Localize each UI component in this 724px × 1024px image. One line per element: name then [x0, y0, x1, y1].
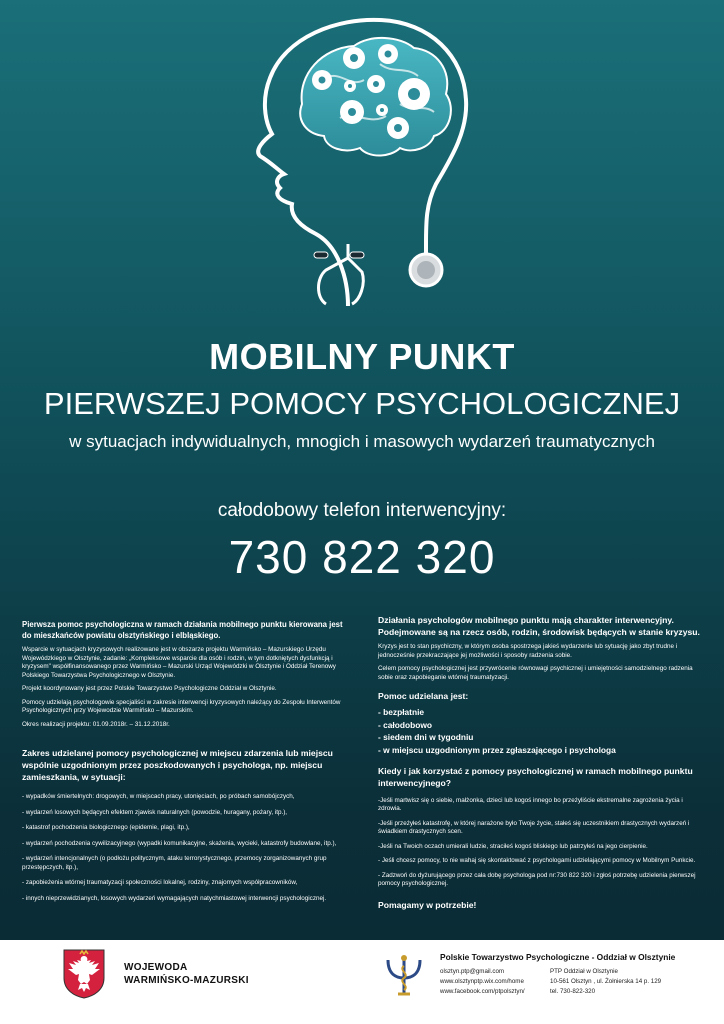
list-item: - całodobowo [378, 719, 432, 730]
when-list [378, 797, 700, 889]
ptp-website[interactable]: www.olsztynptp.wix.com/home [440, 978, 524, 985]
left-column [22, 620, 352, 910]
right-column [378, 614, 700, 916]
poster-description: w sytuacjach indywidualnych, mnogich i masowych wydarzeń traumatycznych [69, 432, 655, 451]
ptp-phone[interactable]: tel. 730-822-320 [550, 988, 596, 995]
list-item: - wydarzeń losowych będących efektem zjawisk naturalnych (powodzie, huragany, pożary, itp.), [22, 808, 288, 816]
list-item: - katastrof pochodzenia biologicznego (epidemie, plagi, itp.), [22, 824, 190, 832]
left-project: Wsparcie w sytuacjach kryzysowych realizowane jest w obszarze projektu Warmińsko – Mazurskiego Urzędu Wojewódzkiego w Olsztynie, zadanie: „Kompleksowe wsparcie dla osób i rodzin, w tym dotkniętych dysfunkcją i kryzysem" współfinansowanego przez Warmińsko – Mazurski Urząd Wojewódzki w Olsztynie i Oddział Terenowy Polskiego Towarzystwa Psychologicznego w Olsztynie. [22, 646, 336, 679]
voivode-line1: WOJEWODA [124, 962, 188, 973]
help-heading: Pomoc udzielana jest: [378, 691, 469, 702]
list-item: - innych nieprzewidzianych, losowych wydarzeń wymagających natychmiastowej interwencji psychologicznej. [22, 894, 327, 902]
ptp-facebook[interactable]: www.facebook.com/ptpolsztyn/ [440, 988, 525, 995]
list-item: - bezpłatnie [378, 707, 425, 718]
ptp-title: Polskie Towarzystwo Psychologiczne - Oddział w Olsztynie [440, 952, 676, 962]
when-heading: Kiedy i jak korzystać z pomocy psychologicznej w ramach mobilnego punktu interwencyjnego? [378, 765, 693, 788]
hotline-label: całodobowy telefon interwencyjny: [217, 500, 507, 521]
poster-subtitle: PIERWSZEJ POMOCY PSYCHOLOGICZNEJ [43, 386, 681, 421]
right-goal: Celem pomocy psychologicznej jest przywrócenie równowagi psychicznej i umiejętności samodzielnego radzenia sobie oraz zapobieganie wtórnej traumatyzacji. [378, 665, 693, 681]
list-item: -Jeśli przeżyłeś katastrofę, w której narażone było Twoje życie, stałeś się uczestnikiem drastycznych wydarzeń i świadkiem drastycznych scen. [378, 819, 690, 836]
list-item: - zapobieżenia wtórnej traumatyzacji społeczności lokalnej, rodziny, znajomych współpracowników, [22, 879, 298, 887]
hotline-number[interactable]: 730 822 320 [228, 531, 496, 583]
ptp-address: 10-561 Olsztyn , ul. Żołnierska 14 p. 129 [550, 978, 662, 985]
list-item: -Jeśli martwisz się o siebie, małżonka, dzieci lub kogoś innego bo przeżyliście ekstremalne zagrożenia życia i zdrowia. [378, 796, 683, 813]
scope-heading: Zakres udzielanej pomocy psychologicznej w miejscu zdarzenia lub miejscu wspólnie uzgodnionym przez poszkodowanych i psychologa, np. miejscu zamieszkania, w sytuacji: [22, 748, 333, 783]
left-coordinator: Projekt koordynowany jest przez Polskie Towarzystwo Psychologiczne Oddział w Olsztynie. [22, 685, 277, 693]
ptp-office-name: PTP Oddział w Olsztynie [550, 968, 618, 975]
poster-title: MOBILNY PUNKT [209, 336, 515, 377]
left-period: Okres realizacji projektu: 01.09.2018r. – 31.12.2018r. [22, 720, 170, 728]
ptp-email[interactable]: olsztyn.ptp@gmail.com [440, 968, 505, 975]
polish-eagle-emblem-icon [62, 948, 106, 1000]
right-intro: Działania psychologów mobilnego punktu mają charakter interwencyjny. Podejmowane są na rzecz osób, rodzin, środowisk będących w stanie kryzysu. [378, 615, 700, 638]
psi-caduceus-logo-icon [384, 952, 424, 998]
list-item: -Jeśli na Twoich oczach umierali ludzie, straciłeś kogoś bliskiego lub patrzyłeś na jego cierpienie. [378, 842, 648, 850]
list-item: - w miejscu uzgodnionym przez zgłaszającego i psychologa [378, 744, 616, 755]
left-specialists: Pomocy udzielają psychologowie specjaliści w zakresie interwencji kryzysowych należący do Zespołu Interwentów Psychologicznych przy Wojewodzie Warmińsko – Mazurskim. [22, 698, 341, 715]
list-item: - wypadków śmiertelnych: drogowych, w miejscach pracy, utonięciach, po próbach samobójczych, [22, 793, 295, 801]
head-gears-stethoscope-icon [230, 8, 490, 318]
list-item: - wydarzeń intencjonalnych (o podłożu politycznym, ataku terrorystycznego, przemocy zorganizowanych grup przestępczych, itp.), [22, 855, 327, 871]
list-item: - wydarzeń pochodzenia cywilizacyjnego (wypadki komunikacyjne, skażenia, wycieki, katastrofy budowlane, itp.), [22, 839, 337, 847]
list-item: - siedem dni w tygodniu [378, 732, 474, 743]
voivode-line2: WARMIŃSKO-MAZURSKI [124, 975, 249, 986]
list-item: - Jeśli chcesz pomocy, to nie wahaj się skontaktować z psychologami udzielającymi pomocy w Mobilnym Punkcie. [378, 857, 696, 865]
left-intro: Pierwsza pomoc psychologiczna w ramach działania mobilnego punktu kierowana jest do mieszkańców powiatu olsztyńskiego i elbląskiego. [22, 620, 343, 640]
right-crisis: Kryzys jest to stan psychiczny, w którym osoba spostrzega jakieś wydarzenie lub sytuację jako zbyt trudne i jednocześnie przekraczające jej możliwości i sposoby radzenia sobie. [378, 643, 678, 659]
footer [0, 940, 724, 1024]
help-list [378, 706, 700, 756]
closing-line: Pomagamy w potrzebie! [378, 899, 477, 910]
scope-list [22, 793, 352, 903]
list-item: - Zadzwoń do dyżurującego przez cała dobę psychologa pod nr:730 822 320 i zgłoś potrzebę udzielenia pierwszej pomocy psychologicznej. [378, 871, 696, 888]
